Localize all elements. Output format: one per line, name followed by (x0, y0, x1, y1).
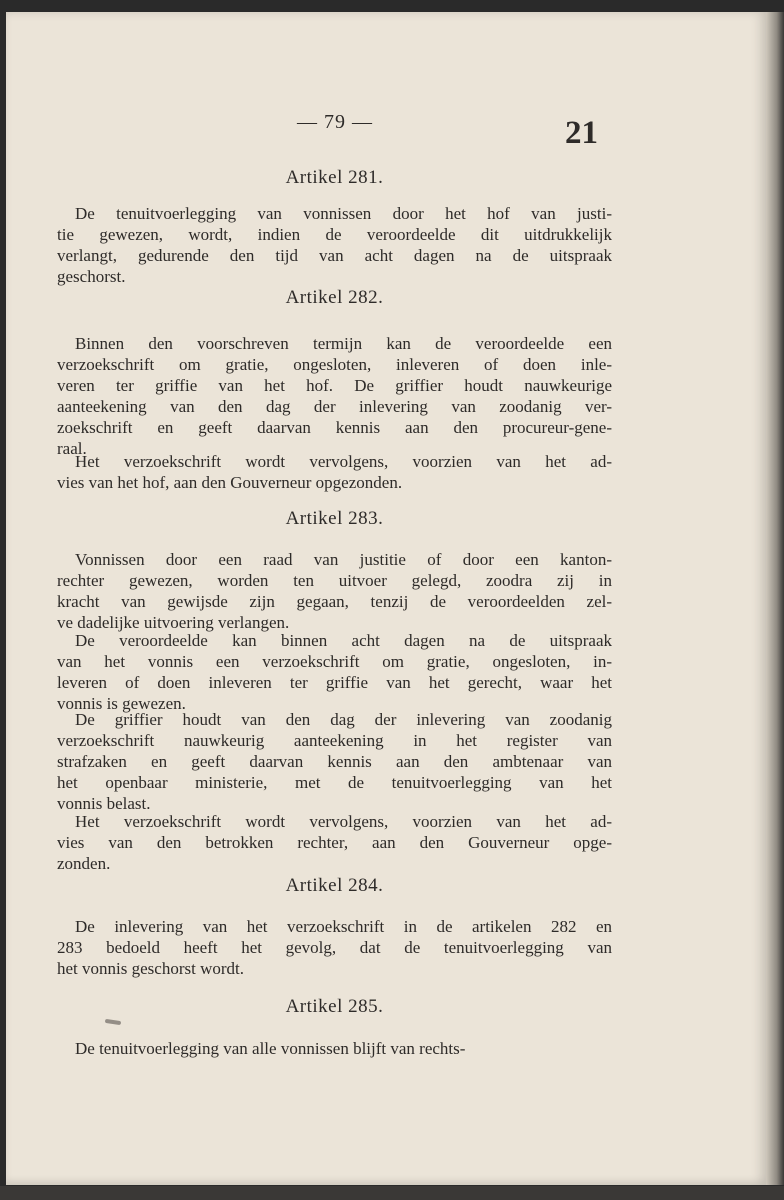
text-line: vies van het hof, aan den Gouverneur opgezonden. (57, 473, 403, 492)
sheet-number: 21 (565, 115, 598, 151)
text-line: Vonnissen door een raad van justitie of door een kanton- (75, 550, 612, 569)
article-paragraph (57, 203, 612, 287)
text-line: zoekschrift en geeft daarvan kennis aan den procureur-gene- (57, 418, 612, 437)
article-heading: Artikel 282. (285, 287, 384, 308)
text-line: verlangt, gedurende den tijd van acht dagen na de uitspraak (57, 246, 612, 265)
text-line: Het verzoekschrift wordt vervolgens, voorzien van het ad- (75, 812, 612, 831)
text-line: Het verzoekschrift wordt vervolgens, voorzien van het ad- (75, 452, 612, 471)
article-paragraph (57, 333, 612, 459)
article-paragraph (57, 1038, 612, 1059)
text-line: De veroordeelde kan binnen acht dagen na de uitspraak (75, 631, 612, 650)
article-heading: Artikel 285. (285, 996, 384, 1017)
text-line: strafzaken en geeft daarvan kennis aan den ambtenaar van (57, 752, 612, 771)
article-paragraph (57, 709, 612, 814)
text-line: aanteekening van den dag der inlevering van zoodanig ver- (57, 397, 612, 416)
text-line: De tenuitvoerlegging van alle vonnissen blijft van rechts- (75, 1039, 466, 1058)
article-paragraph (57, 916, 612, 979)
text-line: De griffier houdt van den dag der inlevering van zoodanig (75, 710, 612, 729)
text-line: verzoekschrift om gratie, ongesloten, inleveren of doen inle- (57, 355, 612, 374)
text-line: vies van den betrokken rechter, aan den Gouverneur opge- (57, 833, 612, 852)
article-paragraph (57, 549, 612, 633)
page-edge-shadow (766, 12, 784, 1185)
text-line: raal. (57, 439, 87, 458)
text-line: tie gewezen, wordt, indien de veroordeelde dit uitdrukkelijk (57, 225, 612, 244)
text-line: van het vonnis een verzoekschrift om gratie, ongesloten, in- (57, 652, 612, 671)
scan-background-bottom (0, 1186, 784, 1200)
text-line: vonnis is gewezen. (57, 694, 186, 713)
article-paragraph (57, 630, 612, 714)
text-line: verzoekschrift nauwkeurig aanteekening in het register van (57, 731, 612, 750)
text-line: Binnen den voorschreven termijn kan de veroordeelde een (75, 334, 612, 353)
text-line: geschorst. (57, 267, 126, 286)
text-line: ve dadelijke uitvoering verlangen. (57, 613, 290, 632)
text-line: kracht van gewijsde zijn gegaan, tenzij de veroordeelden zel- (57, 592, 612, 611)
text-line: het vonnis geschorst wordt. (57, 959, 244, 978)
article-paragraph (57, 451, 612, 493)
text-line: veren ter griffie van het hof. De griffier houdt nauwkeurige (57, 376, 612, 395)
article-heading: Artikel 284. (285, 875, 384, 896)
text-line: het openbaar ministerie, met de tenuitvoerlegging van het (57, 773, 612, 792)
article-heading: Artikel 281. (285, 167, 384, 188)
text-line: De tenuitvoerlegging van vonnissen door het hof van justi- (75, 204, 612, 223)
page-number: — 79 — (297, 111, 373, 133)
text-line: 283 bedoeld heeft het gevolg, dat de tenuitvoerlegging van (57, 938, 612, 957)
article-heading: Artikel 283. (285, 508, 384, 529)
article-paragraph (57, 811, 612, 874)
text-line: leveren of doen inleveren ter griffie van het gerecht, waar het (57, 673, 612, 692)
text-line: vonnis belast. (57, 794, 151, 813)
text-line: rechter gewezen, worden ten uitvoer gelegd, zoodra zij in (57, 571, 612, 590)
text-line: De inlevering van het verzoekschrift in de artikelen 282 en (75, 917, 612, 936)
text-line: zonden. (57, 854, 111, 873)
